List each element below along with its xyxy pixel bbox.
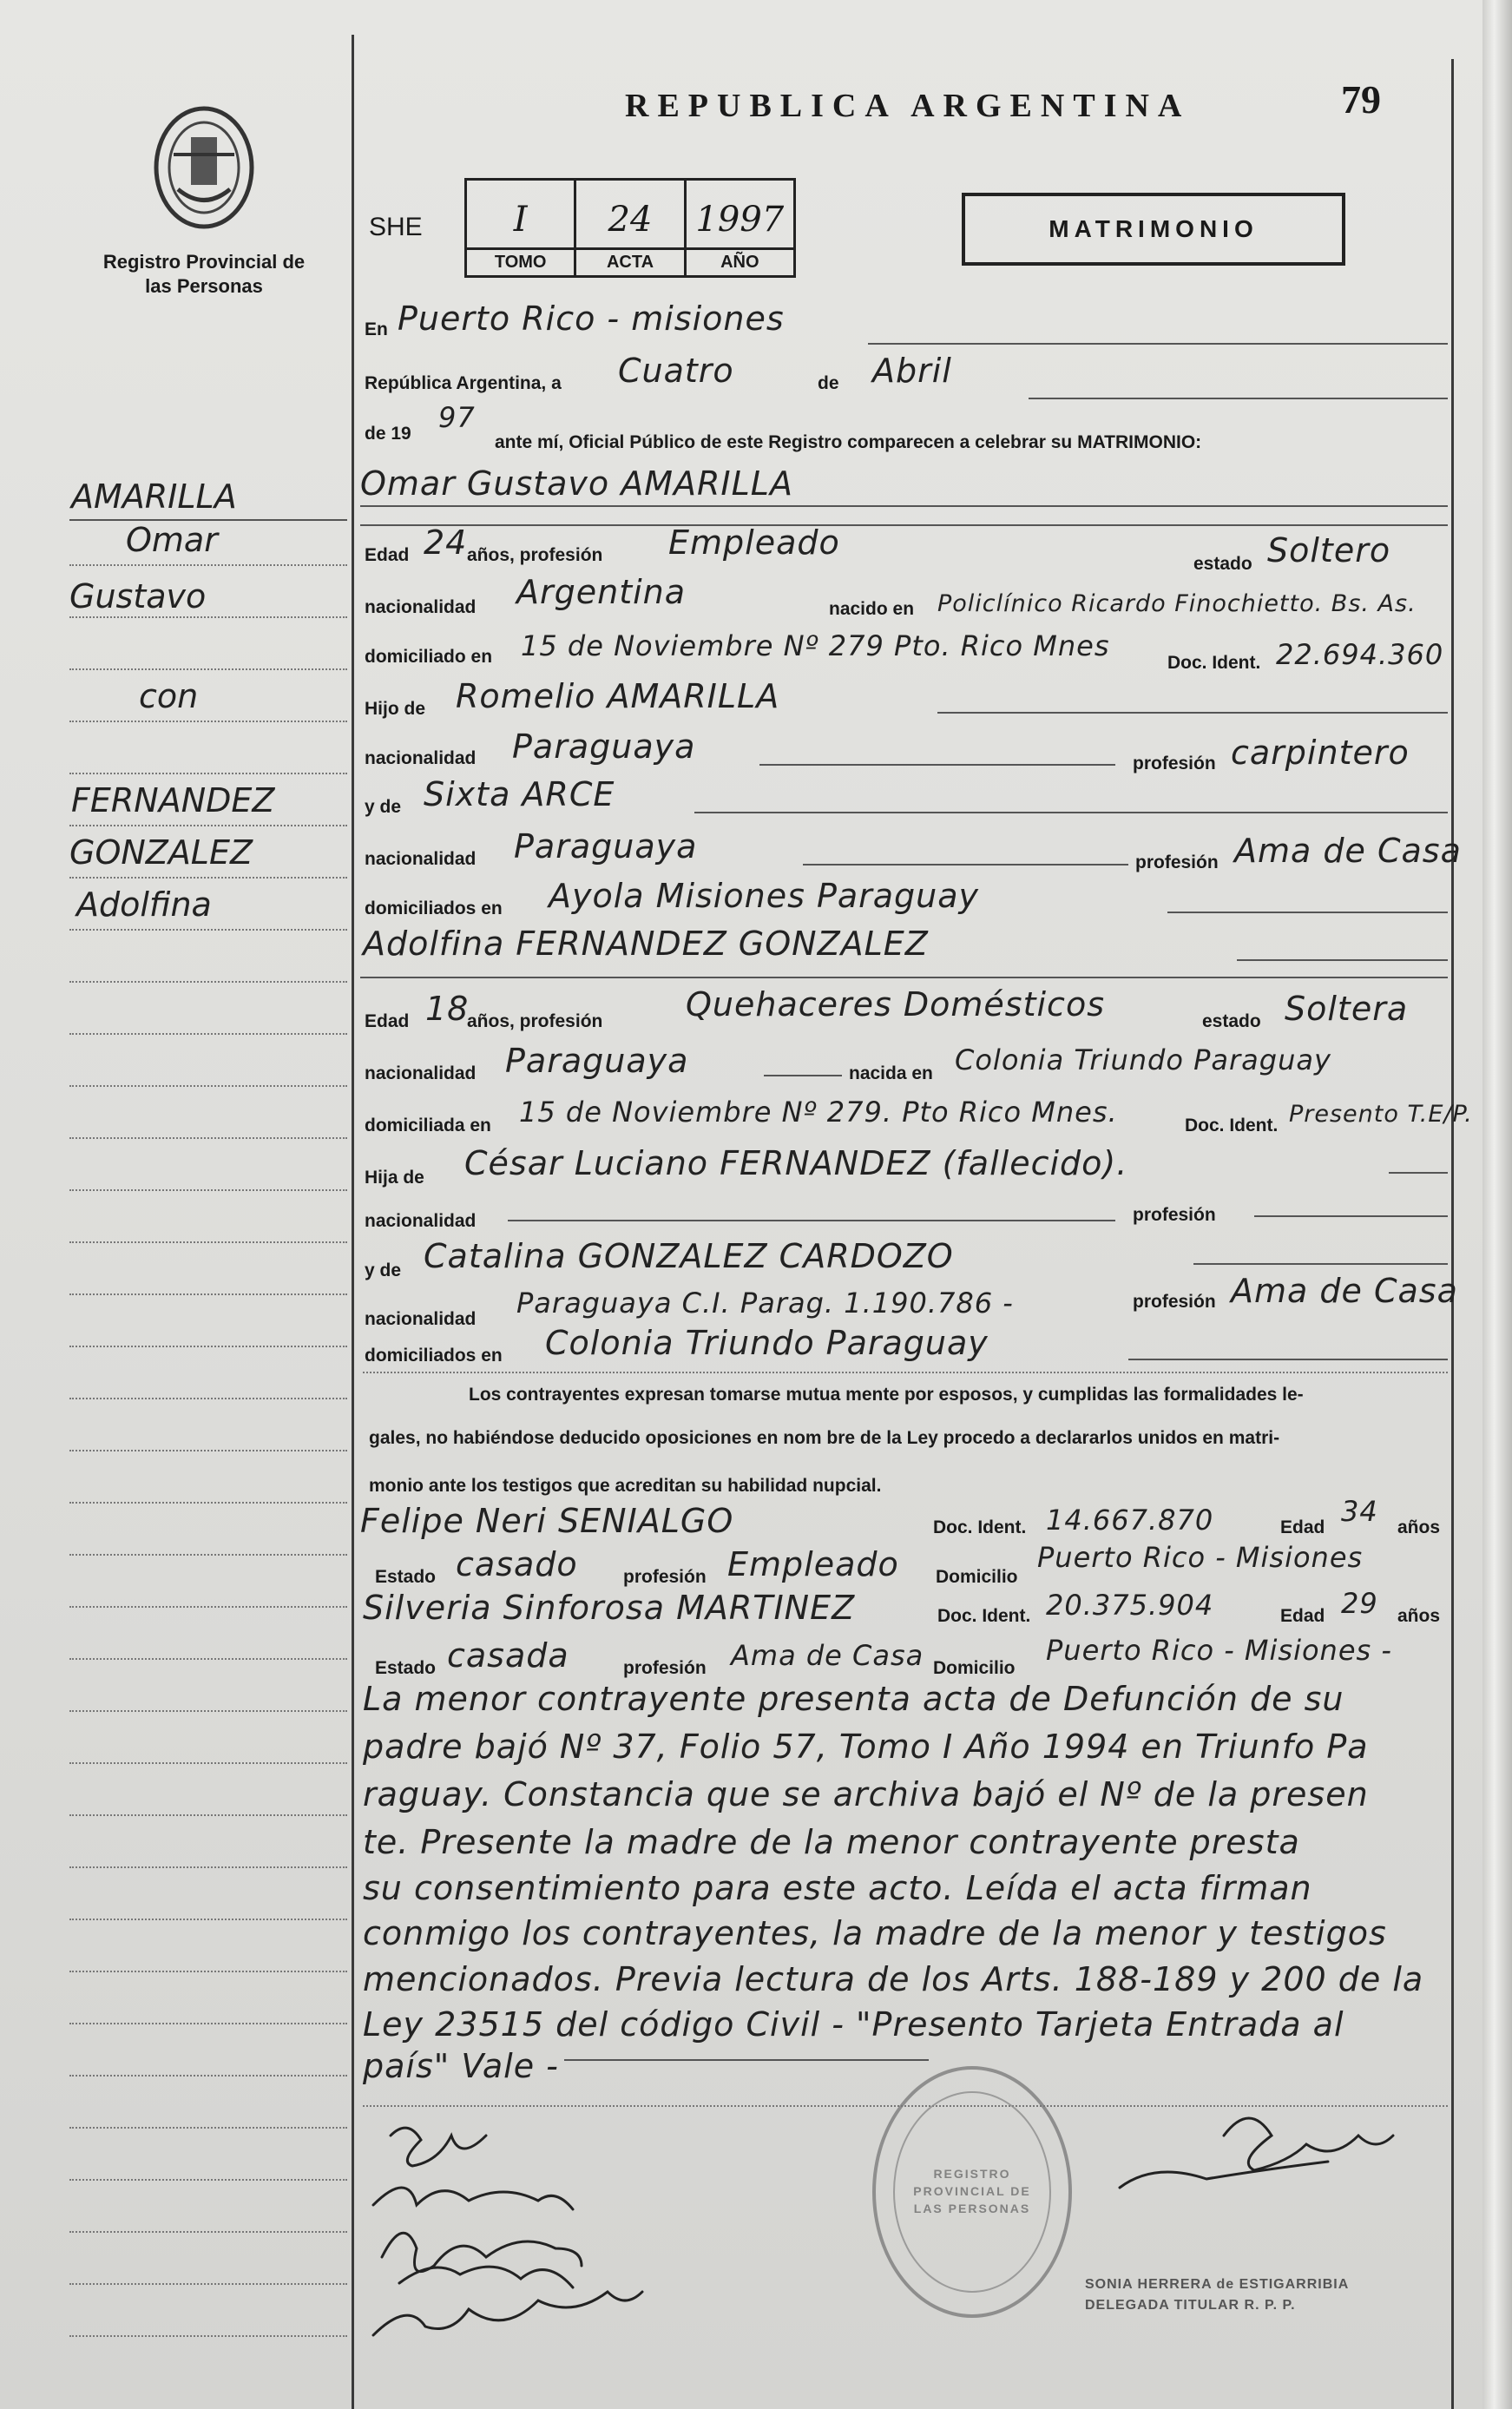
signatures — [356, 2110, 1441, 2396]
note-line: conmigo los contrayentes, la madre de la menor y testigos — [363, 1914, 1387, 1952]
intro-text: ante mí, Oficial Público de este Registro comparecen a celebrar su MATRIMONIO: — [495, 432, 1202, 452]
rule — [360, 977, 1448, 978]
acta-cell — [576, 181, 686, 275]
margin-name-2: Gustavo — [69, 577, 207, 615]
en-label: En — [365, 319, 388, 339]
margin-rule — [69, 1502, 347, 1504]
witness1-name: Felipe Neri SENIALGO — [360, 1502, 734, 1540]
rule — [1128, 1359, 1448, 1360]
bride-domicilio-label: domiciliada en — [365, 1116, 491, 1135]
groom-mother-nationality: Paraguaya — [514, 827, 698, 866]
margin-rule — [69, 929, 347, 931]
month-value: Abril — [872, 352, 952, 390]
groom-mother-profesion-label: profesión — [1135, 852, 1219, 872]
groom-father-nacionalidad-label: nacionalidad — [365, 748, 477, 768]
groom-domicilio-label: domiciliado en — [365, 647, 493, 667]
bride-name: Adolfina FERNANDEZ GONZALEZ — [363, 925, 929, 963]
bride-doc-label: Doc. Ident. — [1185, 1116, 1279, 1135]
formula-line-3: monio ante los testigos que acreditan su habilidad nupcial. — [369, 1476, 882, 1496]
margin-rule — [69, 2335, 347, 2337]
acta-label: ACTA — [576, 247, 683, 275]
groom-father-profesion-label: profesión — [1133, 754, 1216, 773]
rule — [360, 524, 1448, 526]
groom-profesion-label: años, profesión — [467, 545, 603, 565]
rule — [1167, 912, 1448, 913]
groom-birthplace: Policlínico Ricardo Finochietto. Bs. As. — [937, 590, 1417, 617]
witness1-edad-label: Edad — [1280, 1517, 1325, 1537]
rule — [564, 2059, 929, 2061]
margin-rule — [69, 981, 347, 983]
margin-rule — [69, 2127, 347, 2129]
bride-edad-label: Edad — [365, 1011, 410, 1031]
official-name-line-1: SONIA HERRERA de ESTIGARRIBIA — [1085, 2277, 1350, 2292]
document-type-box: MATRIMONIO — [962, 193, 1345, 266]
tomo-value: I — [513, 200, 528, 240]
witness1-profesion-label: profesión — [623, 1567, 707, 1587]
margin-rule — [69, 2023, 347, 2024]
margin-rule — [69, 1710, 347, 1712]
margin-rule — [69, 773, 347, 774]
official-name-line-2: DELEGADA TITULAR R. P. P. — [1085, 2298, 1296, 2313]
margin-rule — [69, 1919, 347, 1920]
rule — [803, 864, 1128, 866]
margin-rule — [69, 877, 347, 879]
margin-rule — [69, 825, 347, 826]
margin-rule — [69, 1346, 347, 1347]
margin-rule — [69, 1554, 347, 1556]
rule — [764, 1075, 842, 1076]
note-line: mencionados. Previa lectura de los Arts. 188-189 y 200 de la — [363, 1960, 1424, 1998]
witness2-edad-label: Edad — [1280, 1606, 1325, 1626]
record-reference-table — [464, 178, 796, 278]
year-prefix: de 19 — [365, 424, 411, 444]
year-suffix: 97 — [438, 401, 476, 434]
groom-father-profession: carpintero — [1231, 734, 1410, 772]
rule — [1237, 959, 1448, 961]
witness1-status: casado — [456, 1545, 578, 1583]
note-line: te. Presente la madre de la menor contrayente presta — [363, 1823, 1300, 1861]
de-label: de — [818, 373, 839, 393]
margin-rule — [69, 1137, 347, 1139]
bride-father: César Luciano FERNANDEZ (fallecido). — [464, 1144, 1128, 1182]
groom-nacionalidad-label: nacionalidad — [365, 597, 477, 617]
groom-edad-label: Edad — [365, 545, 410, 565]
groom-status: Soltero — [1267, 531, 1391, 569]
margin-rule — [69, 1241, 347, 1243]
bride-estado-label: estado — [1202, 1011, 1261, 1031]
margin-surname: AMARILLA — [71, 477, 237, 516]
note-line: raguay. Constancia que se archiva bajó el Nº de la presen — [363, 1775, 1369, 1813]
margin-rule — [69, 1033, 347, 1035]
witness2-profession: Ama de Casa — [731, 1639, 924, 1672]
margin-rule — [69, 668, 347, 670]
rule — [937, 712, 1448, 714]
note-line: su consentimiento para este acto. Leída el acta firman — [363, 1869, 1312, 1907]
bride-mother: Catalina GONZALEZ CARDOZO — [424, 1237, 954, 1275]
rule — [1193, 1263, 1448, 1265]
bride-parents-domicilio-label: domiciliados en — [365, 1346, 503, 1366]
groom-parents-domicilio-label: domiciliados en — [365, 898, 503, 918]
stamp-text: REGISTRO PROVINCIAL DE LAS PERSONAS — [913, 2167, 1031, 2215]
official-name — [1085, 2274, 1349, 2316]
bride-mother-profesion-label: profesión — [1133, 1292, 1216, 1312]
ano-cell — [687, 181, 793, 275]
bride-father-profesion-label: profesión — [1133, 1205, 1216, 1225]
note-line: Ley 23515 del código Civil - "Presento Tarjeta Entrada al — [363, 2005, 1344, 2044]
witness2-status: casada — [447, 1636, 569, 1675]
witness2-estado-label: Estado — [375, 1658, 437, 1678]
margin-rule — [69, 1398, 347, 1399]
bride-profesion-label: años, profesión — [467, 1011, 603, 1031]
rule — [360, 505, 1448, 507]
republica-label: República Argentina, a — [365, 373, 562, 393]
bride-mother-profession: Ama de Casa — [1231, 1272, 1458, 1310]
ruled-line — [363, 1372, 1448, 1373]
she-marker: SHE — [369, 213, 423, 241]
witness2-name: Silveria Sinforosa MARTINEZ — [363, 1589, 856, 1627]
witness1-doc-label: Doc. Ident. — [933, 1517, 1027, 1537]
witness1-doc: 14.667.870 — [1046, 1504, 1214, 1537]
rule — [759, 764, 1115, 766]
bride-father-nacionalidad-label: nacionalidad — [365, 1211, 477, 1231]
witness1-estado-label: Estado — [375, 1567, 437, 1587]
rule — [1389, 1172, 1448, 1174]
witness2-profesion-label: profesión — [623, 1658, 707, 1678]
margin-rule — [69, 564, 347, 566]
witness2-domicilio-label: Domicilio — [933, 1658, 1016, 1678]
margin-surname-3: GONZALEZ — [69, 833, 253, 872]
bride-yde-label: y de — [365, 1260, 402, 1280]
bride-doc: Presento T.E/P. — [1289, 1101, 1473, 1128]
witness1-anos-label: años — [1397, 1517, 1441, 1537]
margin-rule — [69, 2231, 347, 2233]
bride-nationality: Paraguaya — [505, 1042, 689, 1080]
margin-rule — [69, 721, 347, 722]
formula-line-2: gales, no habiéndose deducido oposiciones en nom bre de la Ley procedo a declararlos unidos en matri- — [369, 1428, 1280, 1448]
bride-address: 15 de Noviembre Nº 279. Pto Rico Mnes. — [519, 1096, 1118, 1129]
bride-profession: Quehaceres Domésticos — [686, 985, 1105, 1023]
witness2-address: Puerto Rico - Misiones - — [1046, 1634, 1392, 1667]
rule — [694, 812, 1448, 813]
margin-rule — [69, 2179, 347, 2181]
page-number: 79 — [1341, 77, 1381, 122]
groom-mother-profession: Ama de Casa — [1234, 832, 1462, 870]
margin-name-1: Omar — [126, 521, 218, 559]
left-margin-rule — [352, 35, 354, 2409]
witness2-age: 29 — [1341, 1587, 1378, 1620]
rule — [868, 343, 1448, 345]
margin-rule — [69, 616, 347, 618]
margin-rule — [69, 1189, 347, 1191]
formula-line-1: Los contrayentes expresan tomarse mutua mente por esposos, y cumplidas las formalidades le- — [469, 1385, 1304, 1405]
groom-nacido-label: nacido en — [829, 599, 915, 619]
witness1-address: Puerto Rico - Misiones — [1037, 1541, 1364, 1574]
margin-rule — [69, 1658, 347, 1660]
groom-estado-label: estado — [1193, 554, 1252, 574]
margin-rule — [69, 2283, 347, 2285]
groom-profession: Empleado — [668, 523, 840, 562]
tomo-label: TOMO — [467, 247, 574, 275]
ano-value: 1997 — [695, 200, 785, 240]
margin-rule — [69, 1814, 347, 1816]
note-line: La menor contrayente presenta acta de Defunción de su — [363, 1680, 1344, 1718]
groom-age: 24 — [424, 523, 468, 562]
day-value: Cuatro — [618, 352, 734, 390]
bride-hija-label: Hija de — [365, 1168, 424, 1188]
witness2-anos-label: años — [1397, 1606, 1441, 1626]
bride-parents-address: Colonia Triundo Paraguay — [545, 1324, 989, 1362]
bride-mother-nationality: Paraguaya C.I. Parag. 1.190.786 - — [516, 1287, 1014, 1320]
witness1-age: 34 — [1341, 1495, 1378, 1528]
groom-address: 15 de Noviembre Nº 279 Pto. Rico Mnes — [521, 629, 1110, 662]
margin-con: con — [139, 677, 199, 715]
bride-mother-nacionalidad-label: nacionalidad — [365, 1309, 477, 1329]
groom-nationality: Argentina — [516, 573, 687, 611]
groom-name: Omar Gustavo AMARILLA — [360, 464, 793, 503]
registry-name: Registro Provincial de las Personas — [102, 251, 306, 297]
bride-nacionalidad-label: nacionalidad — [365, 1063, 477, 1083]
witness1-domicilio-label: Domicilio — [936, 1567, 1018, 1587]
margin-rule — [69, 1866, 347, 1868]
groom-father-nationality: Paraguaya — [512, 727, 696, 766]
rule — [1254, 1215, 1448, 1217]
groom-yde-label: y de — [365, 797, 402, 817]
note-line: país" Vale - — [363, 2047, 559, 2085]
rule — [508, 1220, 1115, 1221]
groom-mother: Sixta ARCE — [424, 775, 615, 813]
bride-birthplace: Colonia Triundo Paraguay — [955, 1043, 1331, 1076]
margin-surname-2: FERNANDEZ — [71, 781, 275, 819]
margin-name-3: Adolfina — [76, 885, 212, 924]
margin-rule — [69, 1971, 347, 1972]
margin-rule — [69, 1293, 347, 1295]
page-title: REPUBLICA ARGENTINA — [625, 88, 1191, 124]
rule — [1029, 398, 1448, 399]
margin-rule — [69, 1762, 347, 1764]
groom-doc-label: Doc. Ident. — [1167, 653, 1261, 673]
groom-father: Romelio AMARILLA — [456, 677, 780, 715]
margin-rule — [69, 1085, 347, 1087]
note-line: padre bajó Nº 37, Folio 57, Tomo I Año 1994 en Triunfo Pa — [363, 1728, 1369, 1766]
registry-seal-logo — [148, 102, 260, 233]
bride-nacida-label: nacida en — [849, 1063, 933, 1083]
bride-status: Soltera — [1285, 990, 1409, 1028]
tomo-cell — [467, 181, 576, 275]
groom-parents-address: Ayola Misiones Paraguay — [549, 877, 980, 915]
groom-hijo-label: Hijo de — [365, 699, 426, 719]
witness2-doc-label: Doc. Ident. — [937, 1606, 1031, 1626]
margin-rule — [69, 1606, 347, 1608]
margin-rule — [69, 1450, 347, 1451]
witness2-doc: 20.375.904 — [1046, 1589, 1214, 1622]
witness1-profession: Empleado — [727, 1545, 899, 1583]
acta-value: 24 — [608, 200, 653, 240]
ano-label: AÑO — [687, 247, 793, 275]
place-value: Puerto Rico - misiones — [398, 299, 785, 338]
right-margin-rule — [1451, 59, 1454, 2409]
margin-rule — [69, 2075, 347, 2077]
groom-mother-nacionalidad-label: nacionalidad — [365, 849, 477, 869]
page-edge — [1482, 0, 1512, 2409]
bride-age: 18 — [425, 990, 470, 1028]
groom-doc: 22.694.360 — [1276, 638, 1444, 671]
